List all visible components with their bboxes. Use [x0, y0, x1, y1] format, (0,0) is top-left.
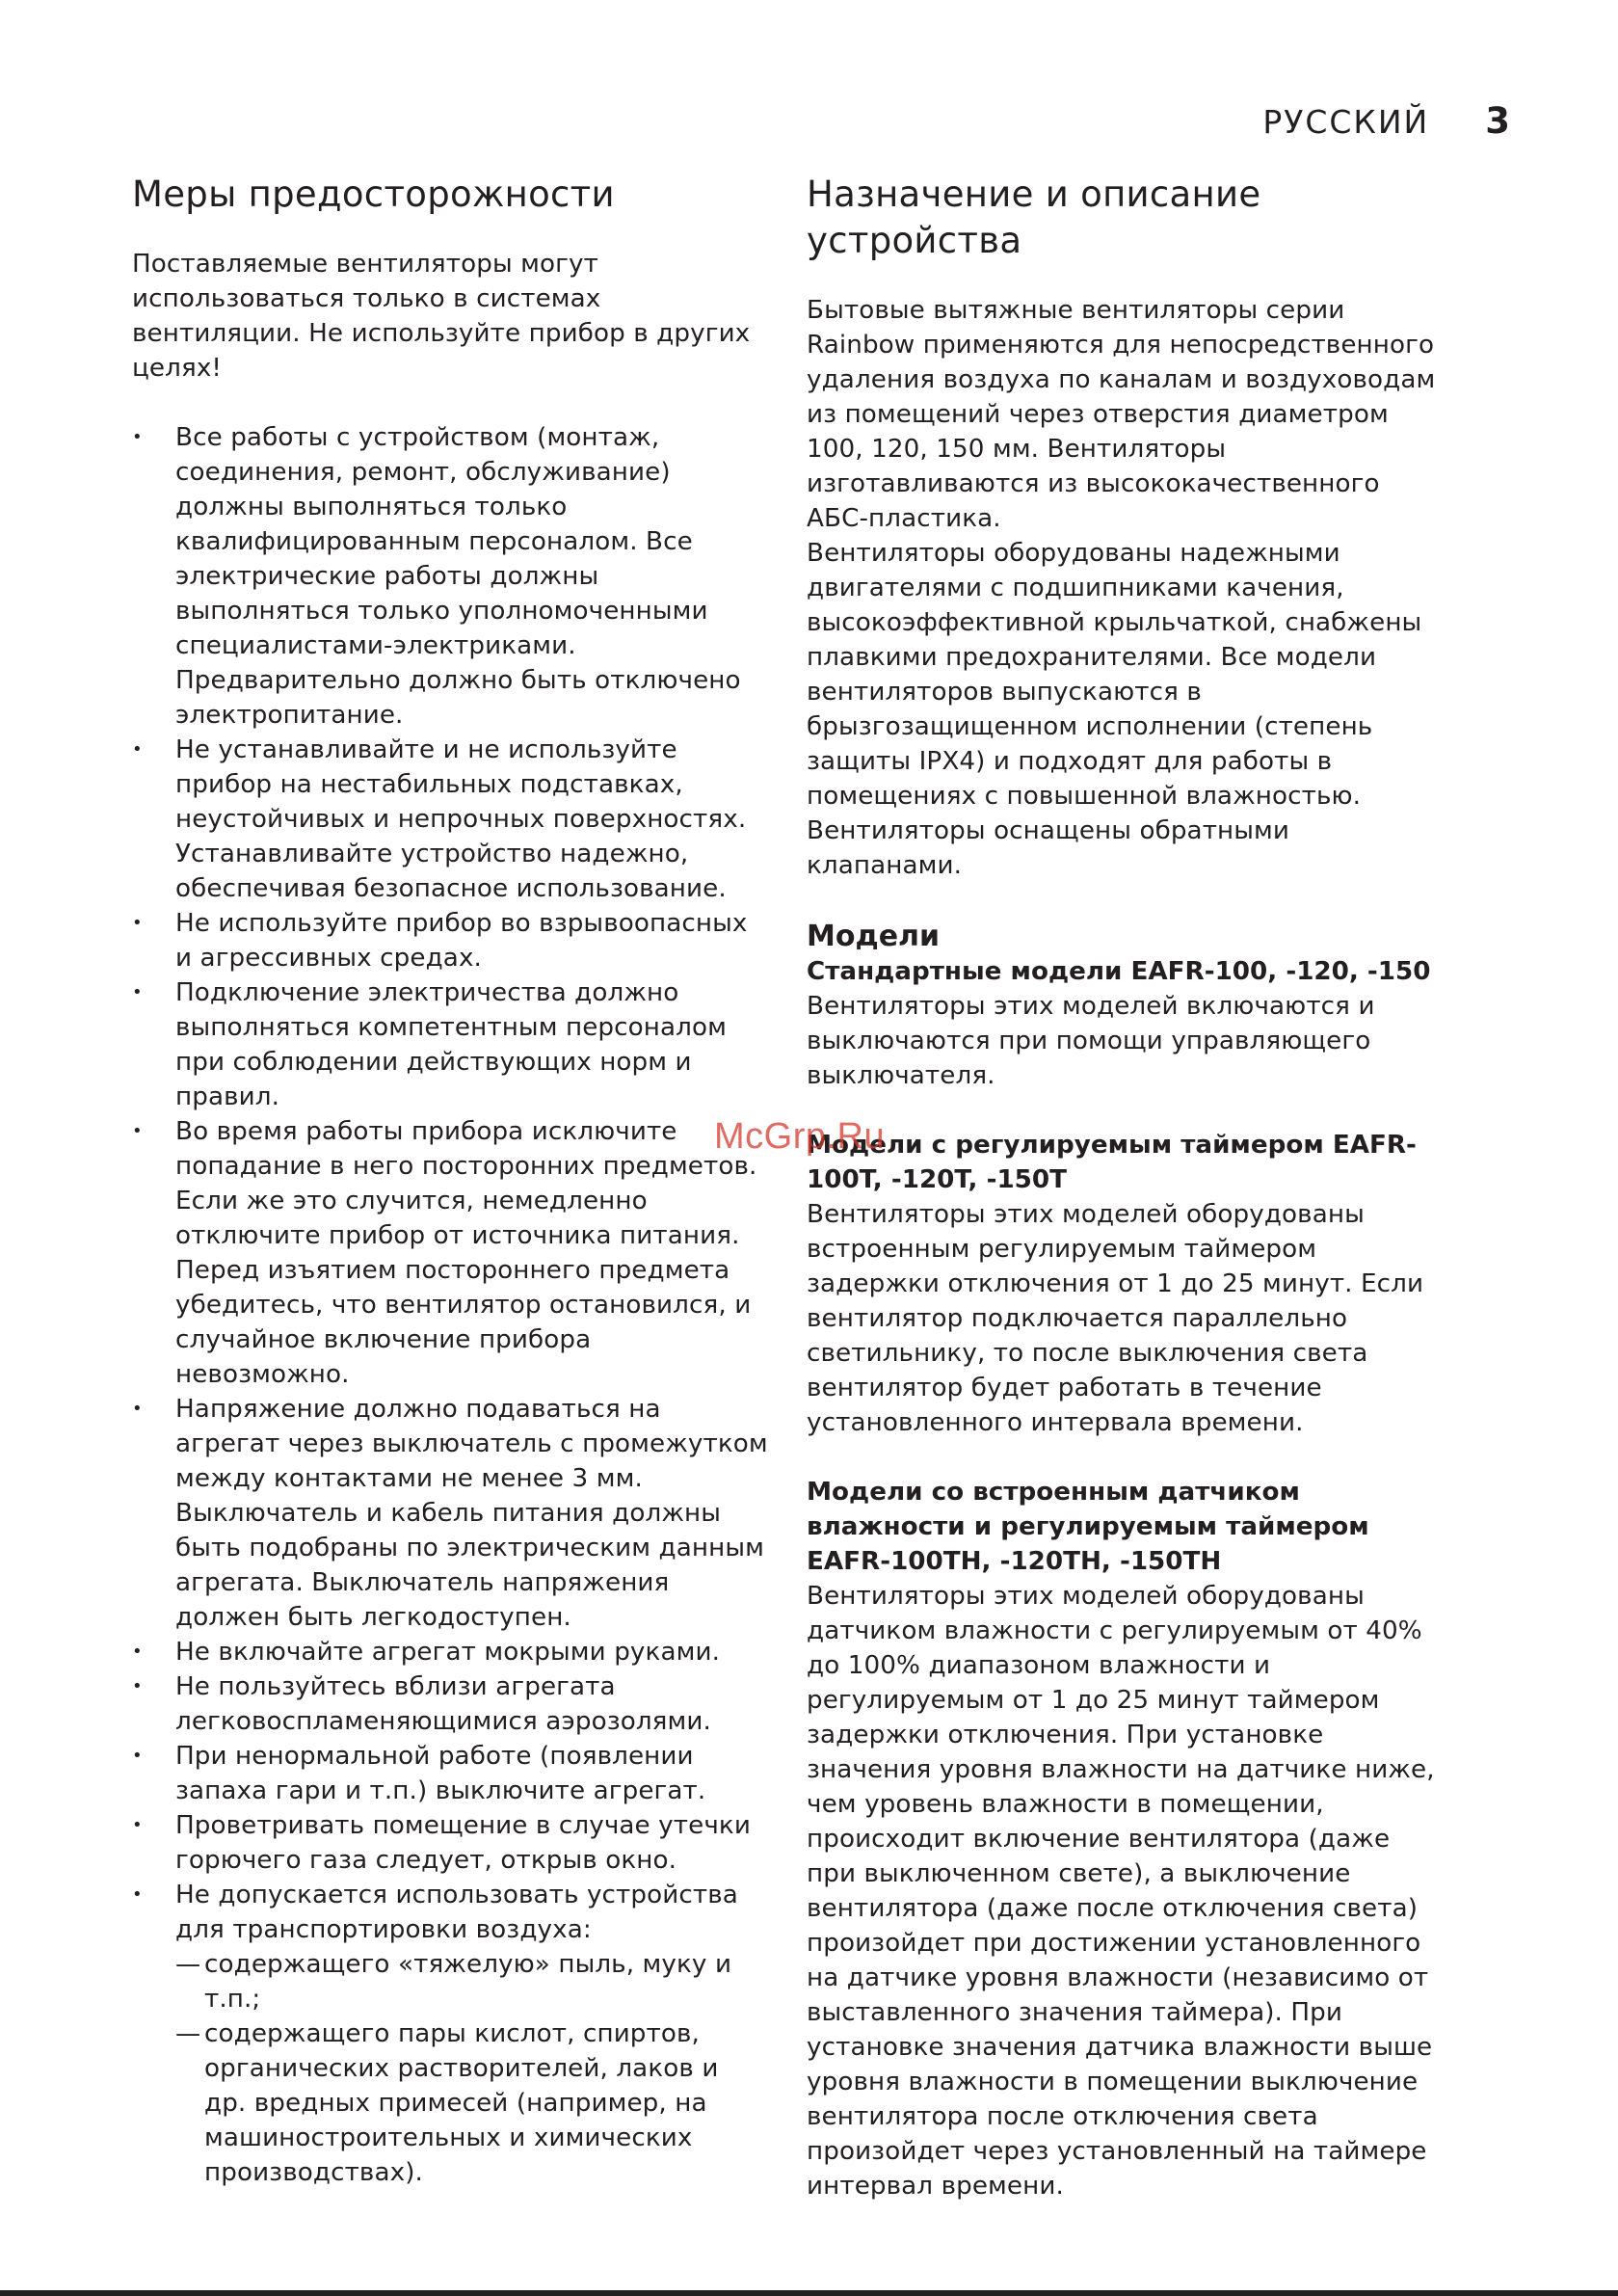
model-text: Вентиляторы этих моделей включаются и выключаются при помощи управляющего выключателя. — [807, 992, 1375, 1090]
safety-item: • Не пользуйтесь вблизи агрегата легковоспламеняющимися аэрозолями. — [132, 1669, 768, 1739]
model-title: Модели с регулируемым таймером EAFR-100T, -120T, -150T — [807, 1131, 1417, 1194]
model-text: Вентиляторы этих моделей оборудованы датчиком влажности с регулируемым от 40% до 100% диапазоном влажности и регулируемым от 1 до 25 минут таймером задержки отключения. При установке значения уровня влажности на датчике ниже, чем уровень влажности в помещении, происходит включение вентилятора (даже при выключенном свете), а выключение вентилятора (даже после отключения света) произойдет при достижении установленного на датчике уровня влажности (независимо от выставленного значения таймера). При установке значения датчика влажности выше уровня влажности в помещении выключение вентилятора после отключения света произойдет через установленный на таймере интервал времени. — [807, 1582, 1435, 2201]
safety-subitem: — содержащего «тяжелую» пыль, муку и т.п.; — [175, 1947, 768, 2016]
page-number: 3 — [1485, 100, 1510, 142]
safety-item: • Во время работы прибора исключите попадание в него посторонних предметов. Если же это случится, немедленно отключите прибор от источника питания. Перед изъятием постороннего предмета убедитесь, что вентилятор остановился, и случайное включение прибора невозможно. — [132, 1114, 768, 1392]
safety-column — [132, 172, 768, 2190]
safety-title: Меры предосторожности — [132, 174, 615, 215]
watermark: McGrp.Ru — [714, 1116, 886, 1157]
safety-list — [132, 420, 768, 2190]
safety-sublist — [175, 1947, 768, 2190]
safety-item-with-subitems — [132, 1878, 768, 2190]
model-text: Вентиляторы этих моделей оборудованы встроенным регулируемым таймером задержки отключения от 1 до 25 минут. Если вентилятор подключается параллельно светильнику, то после выключения света вентилятор будет работать в течение установленного интервала времени. — [807, 1200, 1424, 1437]
model-title: Модели со встроенным датчиком влажности и регулируемым таймером EAFR-100TH, -120TH, -150TH — [807, 1478, 1369, 1576]
page-header — [1262, 100, 1510, 142]
description-column — [807, 172, 1443, 2203]
language-label: РУССКИЙ — [1262, 103, 1430, 141]
models-heading: Модели — [807, 920, 941, 953]
description-paragraph: Бытовые вытяжные вентиляторы серии Rainbow применяются для непосредственного удаления воздуха по каналам и воздуховодам из помещений через отверстия диаметром 100, 120, 150 мм. Вентиляторы изготавливаются из высококачественного АБС-пластика. — [807, 296, 1436, 533]
safety-item: • Напряжение должно подаваться на агрегат через выключатель с промежутком между контактами не менее 3 мм. Выключатель и кабель питания должны быть подобраны по электрическим данным агрегата. Выключатель напряжения должен быть легкодоступен. — [132, 1392, 768, 1635]
safety-item: • Не используйте прибор во взрывоопасных и агрессивных средах. — [132, 906, 768, 975]
safety-item: • Не включайте агрегат мокрыми руками. — [132, 1635, 768, 1669]
safety-item: • При ненормальной работе (появлении запаха гари и т.п.) выключите агрегат. — [132, 1739, 768, 1808]
safety-item: • Подключение электричества должно выполняться компетентным персоналом при соблюдении действующих норм и правил. — [132, 975, 768, 1114]
model-title: Стандартные модели EAFR-100, -120, -150 — [807, 957, 1431, 986]
description-title: Назначение и описание устройства — [807, 174, 1261, 261]
safety-item: • Проветривать помещение в случае утечки горючего газа следует, открыв окно. — [132, 1808, 768, 1878]
description-paragraph: Вентиляторы оборудованы надежными двигателями с подшипниками качения, высокоэффективной крыльчаткой, снабжены плавкими предохранителями. Все модели вентиляторов выпускаются в брызгозащищенном исполнении (степень защиты IPX4) и подходят для работы в помещениях с повышенной влажностью. — [807, 539, 1422, 811]
safety-item-text: Не допускается использовать устройства для транспортировки воздуха: — [175, 1881, 738, 1944]
bottom-rule — [0, 2290, 1618, 2296]
safety-item: • Все работы с устройством (монтаж, соединения, ремонт, обслуживание) должны выполняться только квалифицированным персоналом. Все электрические работы должны выполняться только уполномоченными специалистами-электриками. Предварительно должно быть отключено электропитание. — [132, 420, 768, 733]
description-paragraph: Вентиляторы оснащены обратными клапанами. — [807, 816, 1290, 880]
safety-subitem: — содержащего пары кислот, спиртов, органических растворителей, лаков и др. вредных примесей (например, на машиностроительных и химических производствах). — [175, 2016, 768, 2190]
safety-item: • Не устанавливайте и не используйте прибор на нестабильных подставках, неустойчивых и непрочных поверхностях. Устанавливайте устройство надежно, обеспечивая безопасное использование. — [132, 733, 768, 906]
safety-intro: Поставляемые вентиляторы могут использоваться только в системах вентиляции. Не используйте прибор в других целях! — [132, 250, 751, 383]
